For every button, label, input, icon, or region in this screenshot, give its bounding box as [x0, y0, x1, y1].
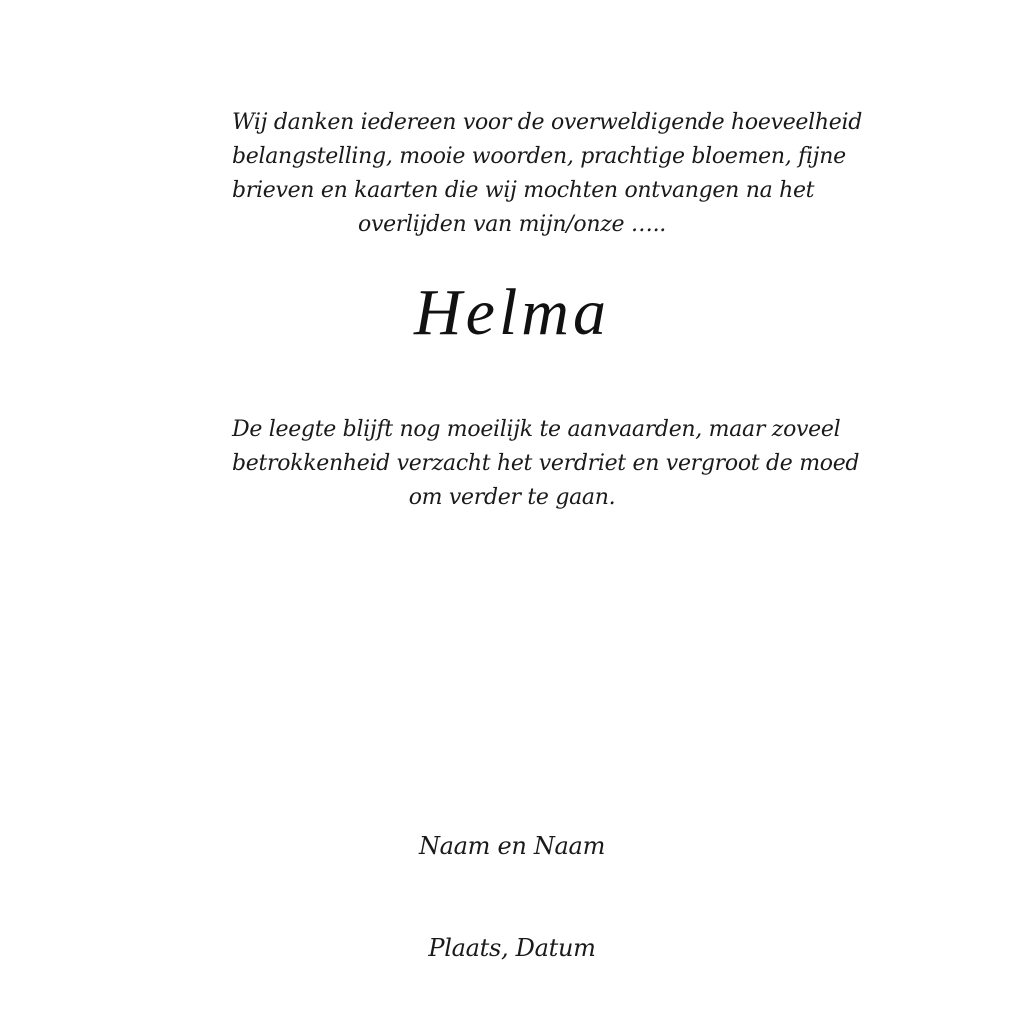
closing-line: om verder te gaan.	[408, 485, 616, 510]
deceased-name: Helma	[414, 276, 610, 349]
closing-line: betrokkenheid verzacht het verdriet en vergroot de moed	[232, 451, 860, 476]
closing-paragraph	[0, 413, 1024, 515]
signers-names: Naam en Naam	[418, 832, 606, 860]
intro-line: brieven en kaarten die wij mochten ontvangen na het	[232, 178, 815, 203]
intro-line: belangstelling, mooie woorden, prachtige bloemen, fijne	[232, 144, 846, 169]
intro-paragraph	[0, 106, 1024, 242]
place-date: Plaats, Datum	[428, 934, 596, 962]
closing-line: De leegte blijft nog moeilijk te aanvaarden, maar zoveel	[232, 417, 841, 442]
intro-line: Wij danken iedereen voor de overweldigende hoeveelheid	[232, 110, 862, 135]
intro-line: overlijden van mijn/onze …..	[358, 212, 666, 237]
